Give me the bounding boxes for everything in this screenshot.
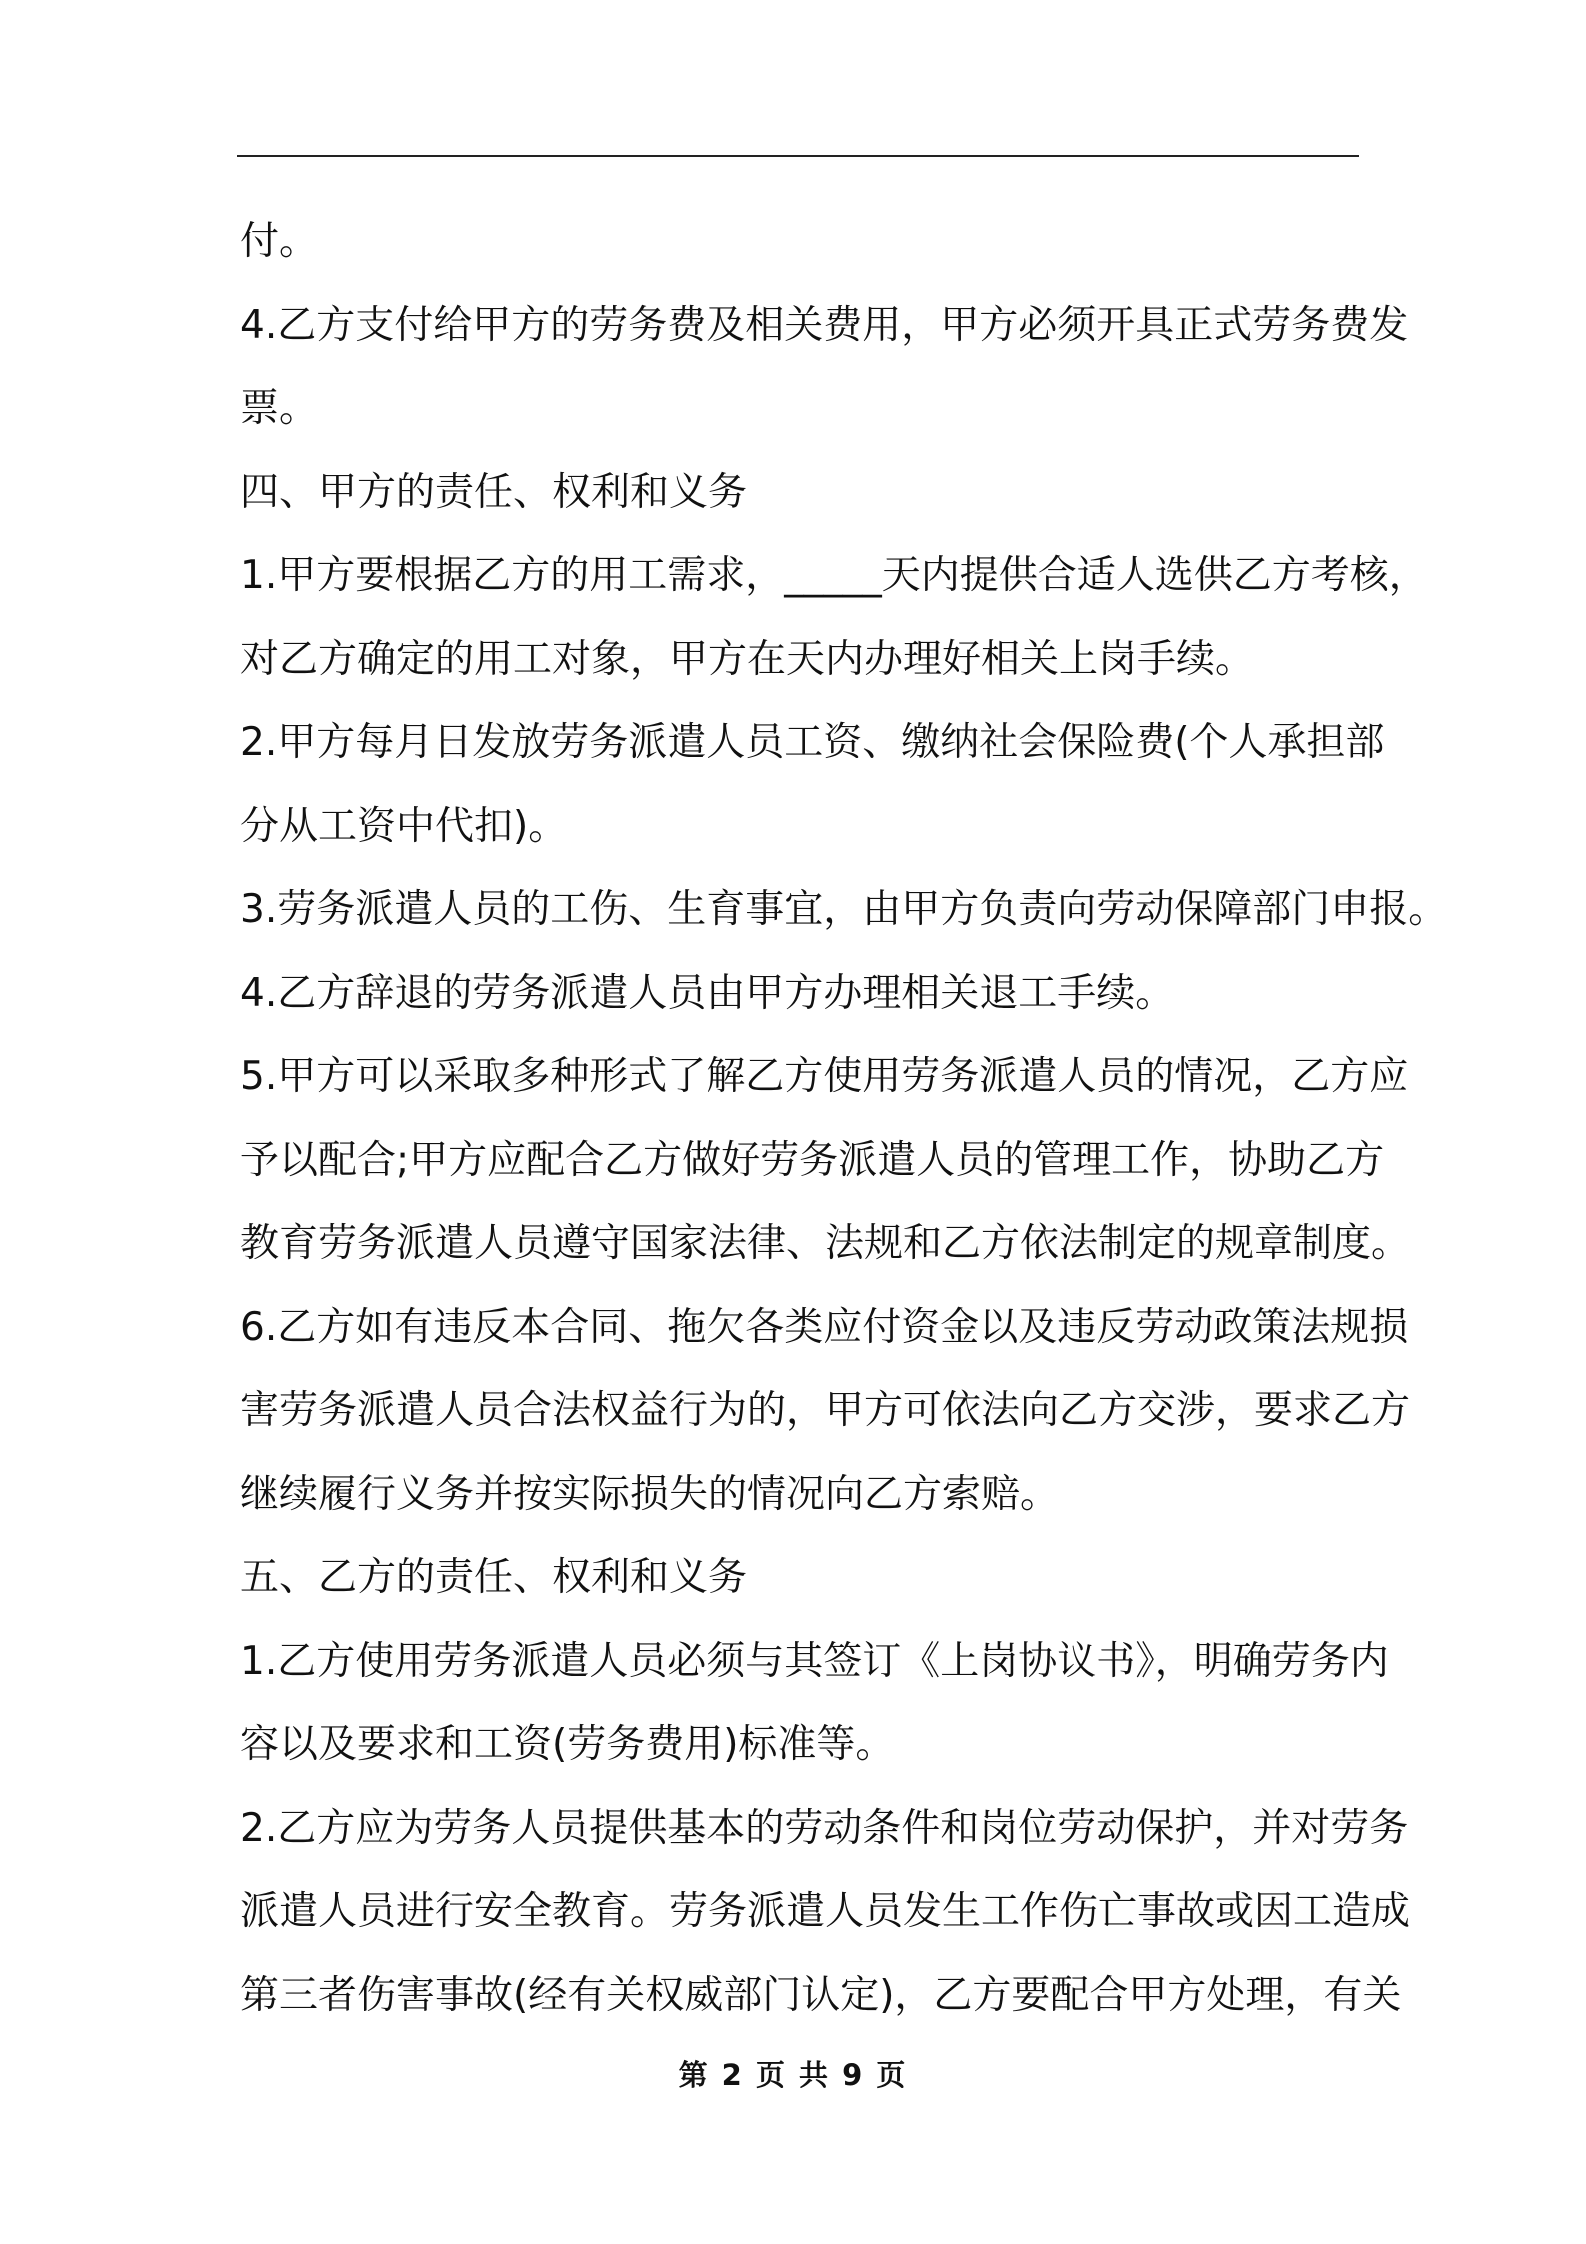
text-line: 继续履行义务并按实际损失的情况向乙方索赔。 (240, 1471, 1060, 1517)
text-line: 4.乙方辞退的劳务派遣人员由甲方办理相关退工手续。 (240, 970, 1175, 1016)
text-line: 1.甲方要根据乙方的用工需求，_____天内提供合适人选供乙方考核， (240, 553, 1428, 598)
text-line: 票。 (240, 386, 319, 431)
page-number: 第 2 页 共 9 页 (678, 2058, 908, 2092)
document-body (240, 200, 1448, 2037)
section-heading: 四、甲方的责任、权利和义务 (240, 469, 748, 515)
text-line: 2.乙方应为劳务人员提供基本的劳动条件和岗位劳动保护，并对劳务 (240, 1805, 1409, 1851)
text-line: 害劳务派遣人员合法权益行为的，甲方可依法向乙方交涉，要求乙方 (240, 1388, 1411, 1433)
text-line: 第三者伤害事故(经有关权威部门认定)，乙方要配合甲方处理，有关 (240, 1972, 1402, 2018)
text-line: 2.甲方每月日发放劳务派遣人员工资、缴纳社会保险费(个人承担部 (240, 720, 1385, 765)
text-line: 容以及要求和工资(劳务费用)标准等。 (240, 1722, 895, 1767)
text-line: 付。 (240, 219, 319, 264)
text-line: 1.乙方使用劳务派遣人员必须与其签订《上岗协议书》，明确劳务内 (240, 1638, 1389, 1684)
text-line: 对乙方确定的用工对象，甲方在天内办理好相关上岗手续。 (240, 636, 1255, 682)
text-line: 3.劳务派遣人员的工伤、生育事宜，由甲方负责向劳动保障部门申报。 (240, 887, 1448, 932)
text-line: 教育劳务派遣人员遵守国家法律、法规和乙方依法制定的规章制度。 (240, 1221, 1411, 1266)
section-heading: 五、乙方的责任、权利和义务 (240, 1555, 748, 1600)
text-line: 5.甲方可以采取多种形式了解乙方使用劳务派遣人员的情况，乙方应 (240, 1054, 1409, 1099)
text-line: 派遣人员进行安全教育。劳务派遣人员发生工作伤亡事故或因工造成 (240, 1889, 1411, 1934)
text-line: 予以配合;甲方应配合乙方做好劳务派遣人员的管理工作，协助乙方 (240, 1137, 1385, 1183)
text-line: 6.乙方如有违反本合同、拖欠各类应付资金以及违反劳动政策法规损 (240, 1304, 1409, 1350)
text-line: 分从工资中代扣)。 (240, 803, 568, 849)
text-line: 4.乙方支付给甲方的劳务费及相关费用，甲方必须开具正式劳务费发 (240, 302, 1409, 348)
header-rule (237, 155, 1359, 157)
